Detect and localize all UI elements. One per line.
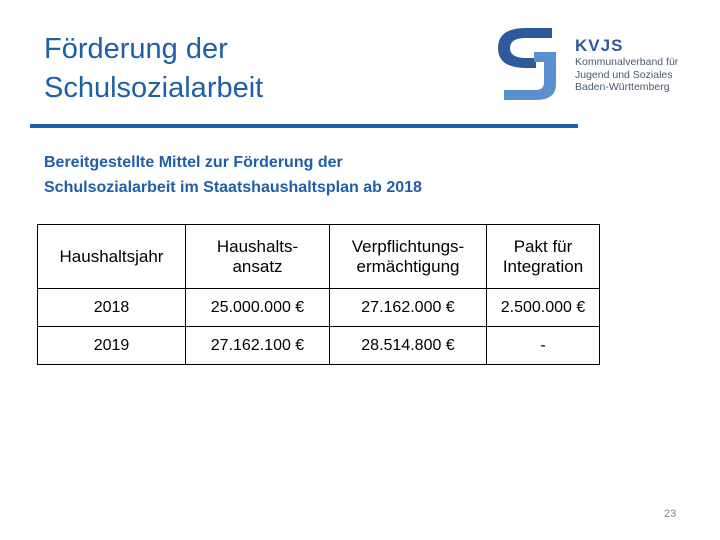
table-cell: 27.162.000 € [330,289,487,327]
table-cell: 2.500.000 € [487,289,600,327]
header-haushaltsansatz [186,225,330,289]
title-divider [30,124,578,128]
logo-text [575,36,678,94]
header-line: Integration [502,256,584,276]
table-row [38,327,600,365]
header-line: Pakt für [513,236,573,256]
table-cell-year: 2018 [38,289,186,327]
header-line: Verpflichtungs- [351,236,465,256]
logo-line: Baden-Württemberg [575,81,670,93]
header-line: ermächtigung [356,256,460,276]
slide-title-line: Förderung der [44,33,228,65]
header-line: Haushalts- [216,236,299,256]
table-cell: - [487,327,600,365]
slide-title-line: Schulsozialarbeit [44,72,264,104]
logo-line: Jugend und Soziales [575,68,673,81]
table-row [38,289,600,327]
header-haushaltsjahr [38,225,186,289]
table-cell: 25.000.000 € [186,289,330,327]
funding-table [37,224,600,365]
table-cell: 27.162.100 € [186,327,330,365]
table-cell-year: 2019 [38,327,186,365]
header-pakt-fuer-integration [487,225,600,289]
header-line: Haushaltsjahr [59,246,164,266]
page-number: 23 [664,508,677,520]
table-cell: 28.514.800 € [330,327,487,365]
header-line: ansatz [232,256,283,276]
subtitle-line: Schulsozialarbeit im Staatshaushaltsplan ab 2018 [44,179,422,196]
logo-line: Kommunalverband für [575,56,679,68]
subtitle-line: Bereitgestellte Mittel zur Förderung der [44,154,343,171]
header-verpflichtungsermaechtigung [330,225,487,289]
slide-subtitle [44,150,564,200]
slide-title [44,30,263,108]
logo-name: KVJS [575,36,624,55]
table-header-row [38,225,600,289]
